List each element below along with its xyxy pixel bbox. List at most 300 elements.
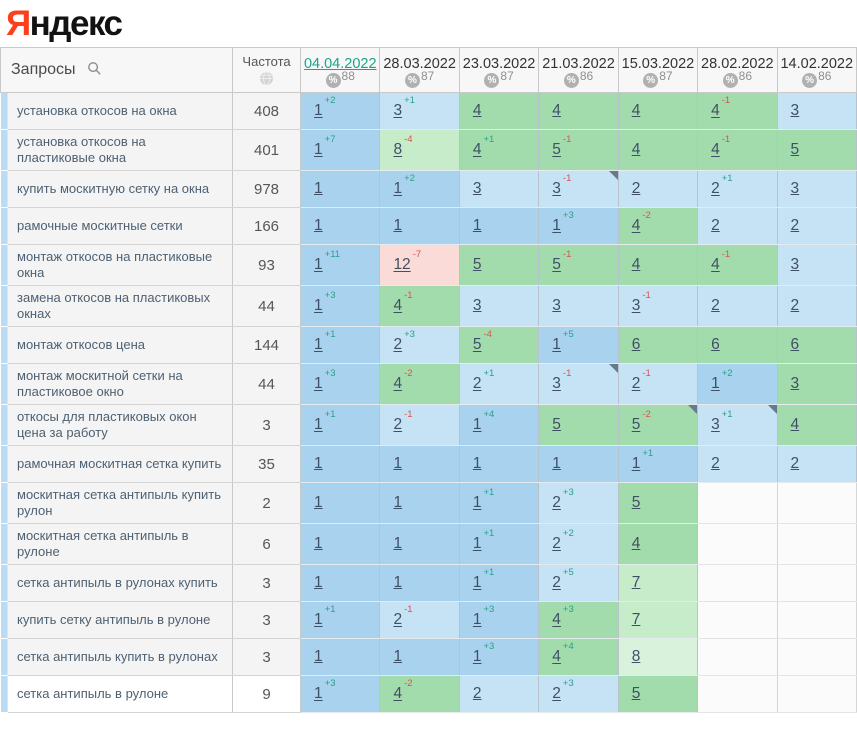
position-link[interactable]: 1 <box>314 256 323 274</box>
position-link[interactable]: 1 <box>552 336 561 354</box>
position-link[interactable]: 2 <box>472 685 482 702</box>
position-link[interactable]: 4 <box>393 685 403 703</box>
position-change: +5 <box>562 567 574 579</box>
position-link[interactable]: 5 <box>631 416 641 434</box>
position-cell <box>380 130 459 171</box>
position-link[interactable]: 4 <box>552 611 561 629</box>
position-link[interactable]: 5 <box>631 685 641 702</box>
position-cell <box>301 676 380 713</box>
position-cell <box>459 676 538 713</box>
position-link[interactable]: 3 <box>711 416 720 434</box>
search-icon[interactable] <box>87 61 102 76</box>
position-link[interactable]: 1 <box>314 455 323 472</box>
position-change: -1 <box>404 409 413 421</box>
position-link[interactable]: 3 <box>472 297 482 314</box>
date-column-header <box>301 48 380 93</box>
position-link[interactable]: 1 <box>552 455 561 472</box>
queries-header-label: Запросы <box>11 60 76 78</box>
position-cell-empty <box>698 483 777 524</box>
frequency-header[interactable] <box>233 48 301 93</box>
position-cell <box>539 364 618 405</box>
position-change: +3 <box>562 678 574 690</box>
position-link[interactable]: 1 <box>314 375 323 393</box>
position-link[interactable]: 8 <box>393 141 403 159</box>
position-cell-empty <box>777 639 856 676</box>
visibility-indicator <box>698 68 776 88</box>
position-cell <box>301 245 380 286</box>
position-link[interactable]: 2 <box>790 297 800 314</box>
position-link[interactable]: 1 <box>314 611 323 629</box>
position-link[interactable]: 4 <box>472 141 482 159</box>
position-link[interactable]: 2 <box>790 455 800 472</box>
position-cell <box>618 446 697 483</box>
position-cell <box>459 602 538 639</box>
position-cell <box>301 524 380 565</box>
position-link[interactable]: 3 <box>552 180 561 198</box>
position-link[interactable]: 2 <box>711 455 720 472</box>
position-cell <box>539 524 618 565</box>
position-link[interactable]: 3 <box>790 256 800 273</box>
cell-corner-marker <box>609 364 618 373</box>
position-cell <box>380 208 459 245</box>
percent-icon: % <box>484 73 499 88</box>
position-change: -1 <box>562 173 572 185</box>
position-link[interactable]: 2 <box>393 611 403 629</box>
position-cell <box>539 676 618 713</box>
position-cell <box>618 602 697 639</box>
position-cell <box>698 364 777 405</box>
position-cell <box>539 602 618 639</box>
position-cell <box>539 286 618 327</box>
position-change: -1 <box>642 368 651 380</box>
position-cell <box>777 93 856 130</box>
position-link[interactable]: 1 <box>393 455 403 472</box>
position-cell <box>777 286 856 327</box>
position-cell <box>301 602 380 639</box>
position-change: +5 <box>562 329 574 341</box>
position-change: +4 <box>562 641 574 653</box>
position-link[interactable]: 5 <box>790 141 800 158</box>
table-row <box>1 565 857 602</box>
position-link[interactable]: 1 <box>314 685 323 703</box>
table-row <box>1 171 857 208</box>
position-link[interactable]: 4 <box>552 648 561 666</box>
position-link[interactable]: 7 <box>631 574 641 591</box>
table-row <box>1 130 857 171</box>
position-change: +2 <box>404 173 415 185</box>
keyword-cell[interactable]: сетка антипыль в рулоне <box>8 676 233 713</box>
date-column-header <box>777 48 856 93</box>
position-link[interactable]: 5 <box>472 336 482 354</box>
position-cell <box>301 208 380 245</box>
position-link[interactable]: 2 <box>552 535 561 553</box>
position-link[interactable]: 3 <box>631 297 641 315</box>
position-cell <box>618 524 697 565</box>
position-link[interactable]: 1 <box>314 217 323 234</box>
position-cell <box>618 286 697 327</box>
position-change: +3 <box>562 487 574 499</box>
frequency-cell: 2 <box>233 483 301 524</box>
position-link[interactable]: 1 <box>314 102 323 120</box>
position-cell <box>380 565 459 602</box>
position-cell <box>380 602 459 639</box>
position-cell <box>380 446 459 483</box>
percent-icon: % <box>564 73 579 88</box>
position-change: -2 <box>404 678 413 690</box>
position-cell <box>380 483 459 524</box>
position-link[interactable]: 3 <box>790 180 800 197</box>
position-link[interactable]: 5 <box>631 494 641 511</box>
position-link[interactable]: 1 <box>472 494 482 512</box>
position-cell <box>618 93 697 130</box>
cell-corner-marker <box>688 405 697 414</box>
position-link[interactable]: 2 <box>552 494 561 512</box>
position-link[interactable]: 1 <box>472 217 482 234</box>
position-link[interactable]: 5 <box>472 256 482 273</box>
position-cell <box>618 676 697 713</box>
position-link[interactable]: 3 <box>790 375 800 392</box>
position-cell <box>777 405 856 446</box>
visibility-value: 86 <box>818 68 832 83</box>
position-cell <box>301 364 380 405</box>
visibility-value: 88 <box>341 68 355 83</box>
position-change: -1 <box>562 134 572 146</box>
table-row <box>1 286 857 327</box>
visibility-value: 86 <box>738 68 753 83</box>
position-cell <box>380 327 459 364</box>
position-link[interactable]: 4 <box>711 102 720 120</box>
position-cell <box>698 446 777 483</box>
position-link[interactable]: 5 <box>552 256 561 274</box>
position-link[interactable]: 1 <box>472 416 482 434</box>
frequency-header-label: Частота <box>242 54 291 69</box>
position-change: +1 <box>483 487 495 499</box>
position-link[interactable]: 1 <box>631 455 641 473</box>
position-link[interactable]: 1 <box>552 217 561 235</box>
position-link[interactable]: 1 <box>393 494 403 511</box>
position-link[interactable]: 1 <box>472 535 482 553</box>
position-change: +1 <box>404 95 415 107</box>
keyword-cell[interactable]: купить москитную сетку на окна <box>8 171 233 208</box>
position-cell <box>539 171 618 208</box>
keyword-cell[interactable]: москитная сетка антипыль в рулоне <box>8 524 233 565</box>
position-link[interactable]: 4 <box>472 102 482 119</box>
position-link[interactable]: 4 <box>393 375 403 393</box>
position-link[interactable]: 3 <box>552 375 561 393</box>
position-cell <box>618 364 697 405</box>
position-link[interactable]: 2 <box>631 180 641 197</box>
position-link[interactable]: 3 <box>552 297 561 314</box>
table-row <box>1 405 857 446</box>
position-link[interactable]: 3 <box>393 102 403 120</box>
position-link[interactable]: 1 <box>314 535 323 552</box>
position-cell <box>380 639 459 676</box>
position-cell <box>459 93 538 130</box>
keyword-cell[interactable]: установка откосов на окна <box>8 93 233 130</box>
position-link[interactable]: 12 <box>393 256 411 274</box>
position-link[interactable]: 1 <box>393 648 403 665</box>
position-cell <box>459 130 538 171</box>
date-link[interactable]: 04.04.2022 <box>303 55 377 72</box>
frequency-cell: 44 <box>233 286 301 327</box>
position-change: +1 <box>721 173 733 185</box>
visibility-value: 86 <box>579 68 594 83</box>
keyword-cell[interactable]: замена откосов на пластиковых окнах <box>8 286 233 327</box>
position-link[interactable]: 4 <box>790 416 800 433</box>
position-link[interactable]: 2 <box>393 336 403 354</box>
visibility-value: 87 <box>659 68 673 83</box>
position-cell <box>459 446 538 483</box>
row-select-strip <box>1 286 8 327</box>
position-link[interactable]: 2 <box>631 375 641 393</box>
position-link[interactable]: 6 <box>790 336 800 353</box>
position-link[interactable]: 1 <box>472 648 482 666</box>
position-cell-empty <box>777 524 856 565</box>
position-link[interactable]: 4 <box>711 256 720 274</box>
position-link[interactable]: 1 <box>314 416 323 434</box>
position-cell <box>539 327 618 364</box>
keyword-cell[interactable]: монтаж откосов на пластиковые окна <box>8 245 233 286</box>
position-link[interactable]: 1 <box>393 217 403 234</box>
row-select-strip <box>1 565 8 602</box>
position-cell <box>380 364 459 405</box>
visibility-value: 87 <box>420 68 435 83</box>
date-column-header <box>618 48 697 93</box>
table-row <box>1 524 857 565</box>
date-link[interactable]: 28.02.2022 <box>701 55 774 72</box>
position-link[interactable]: 4 <box>631 535 641 552</box>
yandex-logo[interactable] <box>6 6 122 41</box>
position-link[interactable]: 2 <box>711 297 720 314</box>
position-change: +1 <box>483 567 495 579</box>
position-link[interactable]: 1 <box>393 180 403 198</box>
position-cell <box>459 245 538 286</box>
position-link[interactable]: 1 <box>711 375 720 393</box>
frequency-cell: 408 <box>233 93 301 130</box>
keyword-cell[interactable]: рамочная москитная сетка купить <box>8 446 233 483</box>
position-link[interactable]: 4 <box>711 141 720 159</box>
position-cell <box>698 405 777 446</box>
position-link[interactable]: 1 <box>472 574 482 592</box>
position-link[interactable]: 1 <box>393 574 403 591</box>
table-row <box>1 446 857 483</box>
position-cell <box>459 286 538 327</box>
position-link[interactable]: 1 <box>314 141 323 159</box>
position-change: -4 <box>483 329 492 341</box>
position-change: +3 <box>562 604 574 616</box>
date-link[interactable]: 28.03.2022 <box>383 55 456 72</box>
position-cell <box>539 208 618 245</box>
keyword-cell[interactable]: сетка антипыль в рулонах купить <box>8 565 233 602</box>
position-link[interactable]: 4 <box>393 297 403 315</box>
date-link[interactable]: 14.02.2022 <box>780 55 854 72</box>
position-link[interactable]: 1 <box>314 574 323 591</box>
position-link[interactable]: 5 <box>552 141 561 159</box>
keyword-cell[interactable]: купить сетку антипыль в рулоне <box>8 602 233 639</box>
position-change: -1 <box>642 290 651 302</box>
position-cell <box>539 405 618 446</box>
position-change: -2 <box>642 409 651 421</box>
position-link[interactable]: 1 <box>314 336 323 354</box>
position-link[interactable]: 4 <box>631 141 641 158</box>
position-cell <box>698 286 777 327</box>
frequency-cell: 401 <box>233 130 301 171</box>
position-cell <box>539 130 618 171</box>
position-cell <box>459 483 538 524</box>
position-change: +2 <box>721 368 733 380</box>
position-link[interactable]: 1 <box>472 611 482 629</box>
date-link[interactable]: 23.03.2022 <box>462 55 536 72</box>
position-link[interactable]: 6 <box>711 336 720 353</box>
position-cell <box>698 208 777 245</box>
keyword-cell[interactable]: установка откосов на пластиковые окна <box>8 130 233 171</box>
position-cell <box>698 130 777 171</box>
position-cell <box>777 130 856 171</box>
position-change: -1 <box>404 290 413 302</box>
date-link[interactable]: 15.03.2022 <box>621 55 695 72</box>
position-cell <box>380 524 459 565</box>
frequency-cell: 144 <box>233 327 301 364</box>
table-body <box>1 93 857 713</box>
percent-icon: % <box>643 73 658 88</box>
table-row <box>1 676 857 713</box>
position-link[interactable]: 2 <box>472 375 482 393</box>
keyword-cell[interactable]: откосы для пластиковых окон цена за работу <box>8 405 233 446</box>
row-select-strip <box>1 171 8 208</box>
position-change: +11 <box>324 249 341 261</box>
position-cell <box>380 93 459 130</box>
position-cell <box>777 364 856 405</box>
position-link[interactable]: 3 <box>790 102 800 119</box>
position-change: +4 <box>483 409 495 421</box>
position-change: +7 <box>324 134 336 146</box>
position-link[interactable]: 4 <box>552 102 561 119</box>
position-link[interactable]: 4 <box>631 102 641 119</box>
position-cell <box>459 364 538 405</box>
position-link[interactable]: 2 <box>393 416 403 434</box>
position-cell <box>698 171 777 208</box>
keyword-cell[interactable]: монтаж москитной сетки на пластиковое окно <box>8 364 233 405</box>
position-link[interactable]: 2 <box>552 685 561 703</box>
position-cell <box>301 565 380 602</box>
position-cell <box>539 565 618 602</box>
table-row <box>1 483 857 524</box>
position-cell <box>539 639 618 676</box>
row-select-strip <box>1 327 8 364</box>
keyword-cell[interactable]: рамочные москитные сетки <box>8 208 233 245</box>
position-change: -2 <box>642 210 651 222</box>
position-link[interactable]: 1 <box>314 297 323 315</box>
position-change: -1 <box>404 604 413 616</box>
position-cell <box>380 245 459 286</box>
position-change: +3 <box>404 329 415 341</box>
queries-header <box>1 48 233 93</box>
percent-icon: % <box>405 73 420 88</box>
position-cell <box>777 446 856 483</box>
row-select-strip <box>1 405 8 446</box>
position-change: +1 <box>721 409 733 421</box>
keyword-cell[interactable]: москитная сетка антипыль купить рулон <box>8 483 233 524</box>
position-cell <box>459 405 538 446</box>
yandex-logo-rest: ндекс <box>29 4 122 43</box>
position-cell <box>777 171 856 208</box>
position-link[interactable]: 6 <box>631 336 641 353</box>
top-bar <box>0 0 857 47</box>
row-select-strip <box>1 639 8 676</box>
position-change: +1 <box>642 448 654 460</box>
position-cell <box>618 245 697 286</box>
position-change: +2 <box>562 528 574 540</box>
position-cell <box>301 130 380 171</box>
position-cell <box>777 208 856 245</box>
position-link[interactable]: 2 <box>711 180 720 198</box>
row-select-strip <box>1 602 8 639</box>
position-link[interactable]: 1 <box>393 535 403 552</box>
date-link[interactable]: 21.03.2022 <box>542 55 615 72</box>
position-cell <box>301 446 380 483</box>
position-cell-empty <box>698 639 777 676</box>
position-cell-empty <box>777 565 856 602</box>
position-cell-empty <box>698 524 777 565</box>
position-cell-empty <box>777 676 856 713</box>
visibility-indicator <box>380 68 458 88</box>
table-row <box>1 208 857 245</box>
row-select-strip <box>1 208 8 245</box>
position-change: -1 <box>721 95 731 107</box>
position-cell <box>301 171 380 208</box>
keyword-cell[interactable]: монтаж откосов цена <box>8 327 233 364</box>
position-cell <box>380 676 459 713</box>
position-link[interactable]: 8 <box>631 648 641 665</box>
position-link[interactable]: 5 <box>552 416 561 433</box>
position-cell <box>618 327 697 364</box>
table-row <box>1 245 857 286</box>
position-link[interactable]: 4 <box>631 217 641 235</box>
position-cell <box>777 245 856 286</box>
position-link[interactable]: 7 <box>631 611 641 628</box>
position-cell <box>301 405 380 446</box>
position-link[interactable]: 1 <box>314 648 323 665</box>
position-cell <box>618 565 697 602</box>
position-link[interactable]: 1 <box>472 455 482 472</box>
position-link[interactable]: 2 <box>552 574 561 592</box>
position-cell <box>380 171 459 208</box>
position-change: +3 <box>324 290 336 302</box>
frequency-cell: 3 <box>233 405 301 446</box>
position-change: -7 <box>412 249 422 261</box>
position-link[interactable]: 1 <box>314 180 323 197</box>
position-link[interactable]: 3 <box>472 180 482 197</box>
position-cell <box>380 286 459 327</box>
position-change: +1 <box>324 604 336 616</box>
position-change: -1 <box>562 249 572 261</box>
frequency-cell: 166 <box>233 208 301 245</box>
table-header-row <box>1 48 857 93</box>
position-link[interactable]: 1 <box>314 494 323 511</box>
visibility-indicator <box>619 68 697 88</box>
position-cell-empty <box>698 602 777 639</box>
percent-icon: % <box>802 73 817 88</box>
position-link[interactable]: 2 <box>711 217 720 234</box>
frequency-cell: 978 <box>233 171 301 208</box>
position-cell <box>301 93 380 130</box>
keyword-cell[interactable]: сетка антипыль купить в рулонах <box>8 639 233 676</box>
position-cell <box>459 524 538 565</box>
position-link[interactable]: 4 <box>631 256 641 273</box>
table-row <box>1 327 857 364</box>
visibility-value: 87 <box>500 68 514 83</box>
position-link[interactable]: 2 <box>790 217 800 234</box>
